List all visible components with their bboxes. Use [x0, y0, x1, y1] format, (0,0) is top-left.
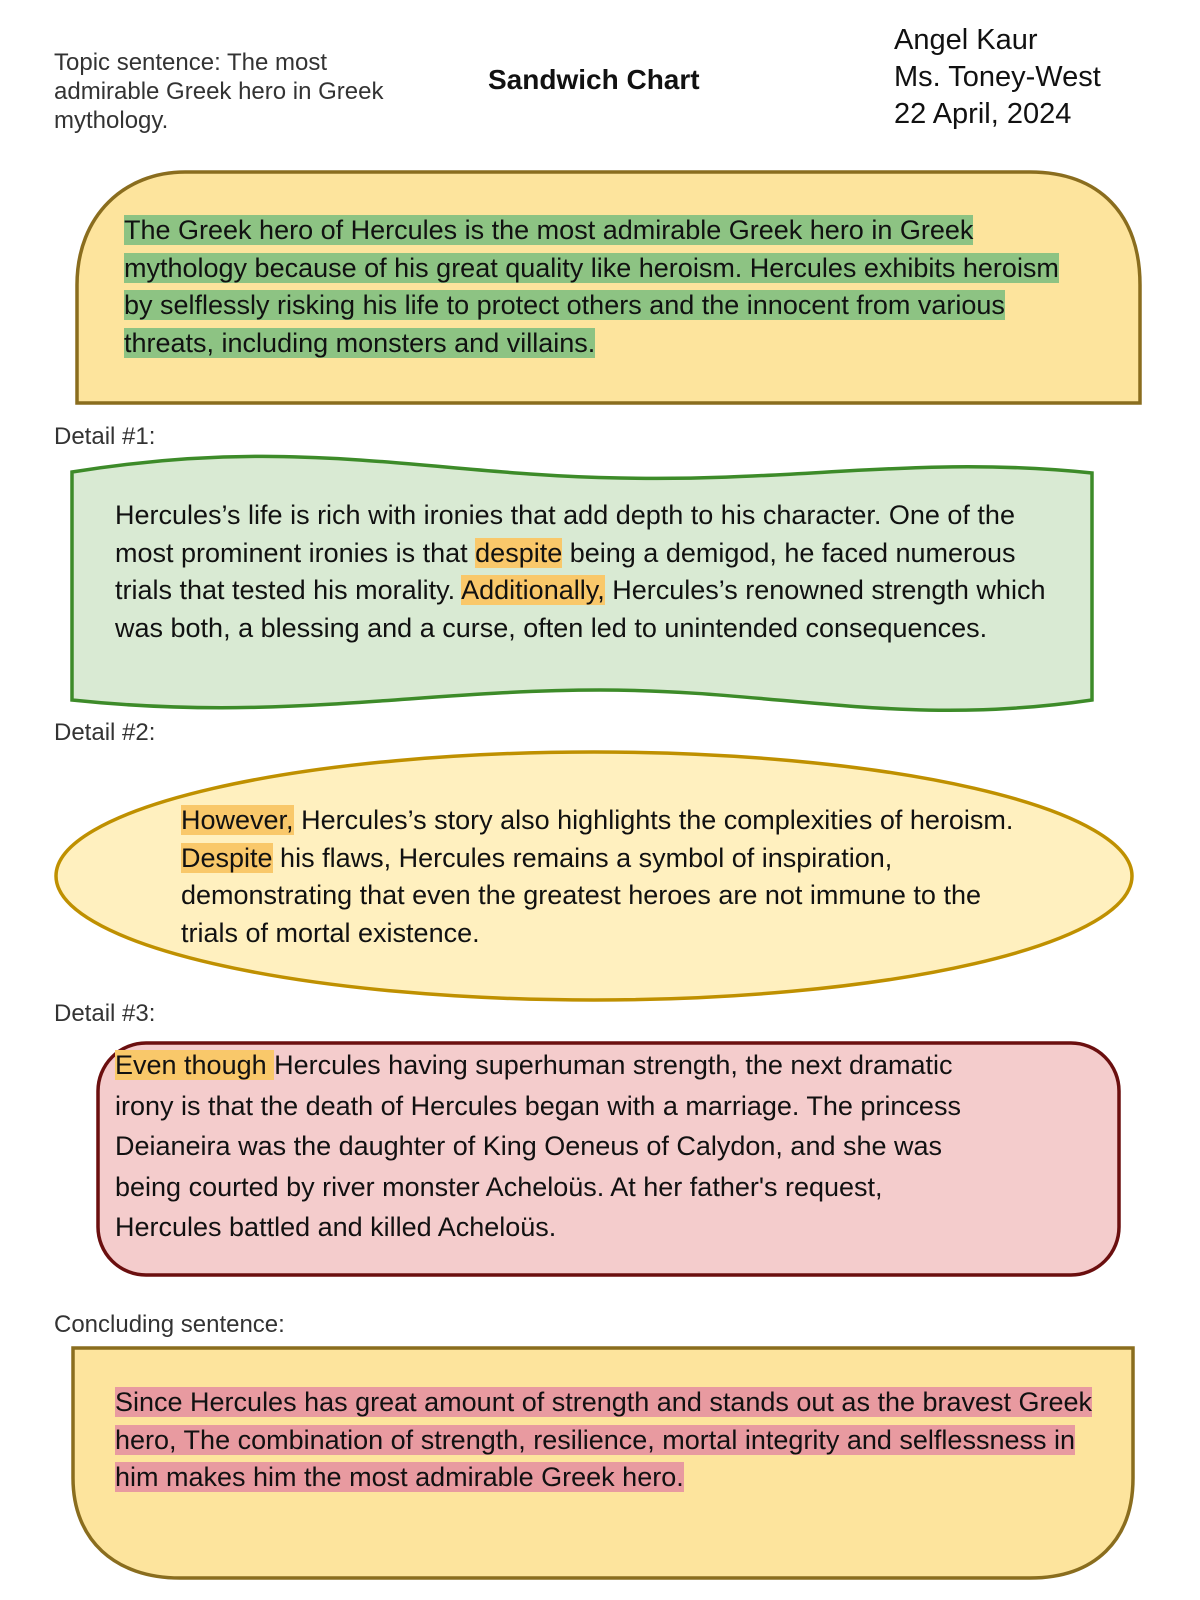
detail1-text-segment: Additionally,: [461, 575, 605, 605]
detail1-text-segment: Hercules’s renowned strength which was both, a blessing and a curse, often led to unintended consequences.: [115, 575, 1046, 643]
detail3-label: Detail #3:: [54, 1000, 156, 1027]
conclusion-paragraph-text: Since Hercules has great amount of strength and stands out as the bravest Greek hero, The combination of strength, resilience, mortal integrity and selflessness in him makes him the most admirable Greek hero.: [115, 1387, 1093, 1492]
teacher-name: Ms. Toney-West: [894, 61, 1101, 93]
topic-paragraph: [124, 212, 1084, 362]
detail1-paragraph: [115, 497, 1060, 647]
detail1-text-segment: despite: [475, 537, 563, 568]
detail2-text-segment: his flaws, Hercules remains a symbol of inspiration, demonstrating that even the greatest heroes are not immune to the trials of mortal existence.: [181, 842, 981, 948]
detail1-text-segment: being a demigod, he faced numerous trials that tested his morality.: [115, 537, 1016, 605]
student-name: Angel Kaur: [894, 24, 1038, 56]
detail3-text-segment: Hercules having superhuman strength, the next dramatic irony is that the death of Hercules began with a marriage. The princess Deianeira was the daughter of King Oeneus of Calydon, and she was being courted by river monster Acheloüs. At her father's request, Hercules battled and killed Acheloüs.: [115, 1050, 961, 1242]
detail2-text-segment: However,: [181, 805, 294, 835]
assignment-date: 22 April, 2024: [894, 98, 1072, 130]
page-title: Sandwich Chart: [488, 64, 700, 95]
detail2-text-segment: Hercules’s story also highlights the complexities of heroism.: [293, 805, 1014, 835]
detail2-text-segment: Despite: [181, 842, 273, 873]
detail2-paragraph: [181, 802, 1031, 952]
detail1-text-segment: Hercules’s life is rich with ironies that add depth to his character. One of the most prominent ironies is that: [115, 500, 1015, 568]
conclusion-paragraph: [115, 1384, 1100, 1497]
detail2-label: Detail #2:: [54, 719, 156, 746]
topic-paragraph-text: The Greek hero of Hercules is the most admirable Greek hero in Greek mythology because of his great quality like heroism. Hercules exhibits heroism by selflessly risking his life to protect others and the innocent from various threats, including monsters and villains.: [124, 215, 1059, 358]
topic-sentence: Topic sentence: The most admirable Greek hero in Greek mythology.: [54, 49, 384, 134]
detail3-paragraph: [115, 1045, 980, 1248]
detail3-text-segment: Even though: [115, 1050, 275, 1080]
conclusion-label: Concluding sentence:: [54, 1311, 285, 1338]
detail1-label: Detail #1:: [54, 423, 156, 450]
